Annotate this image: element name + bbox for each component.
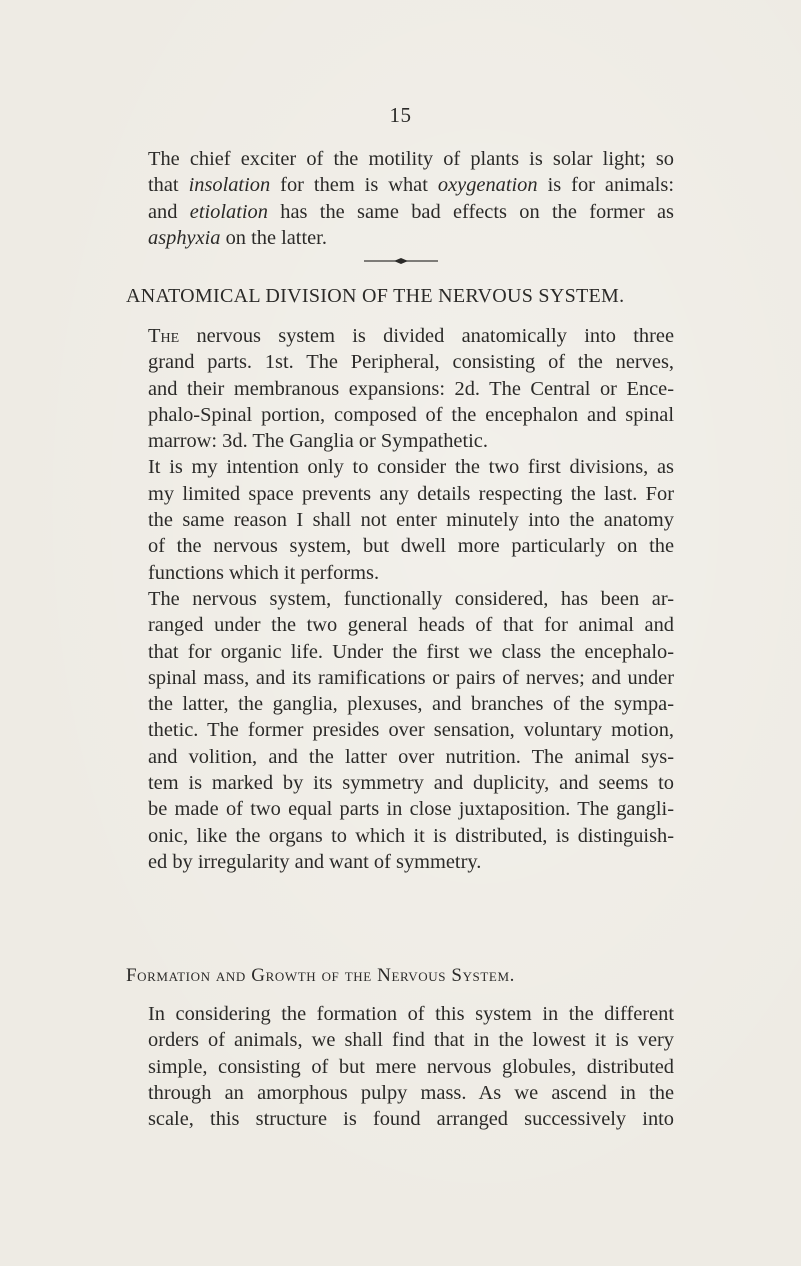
term-insolation: insolation bbox=[188, 174, 271, 197]
intro-line-2: that insolation for them is what oxygenation is for animals: bbox=[148, 174, 674, 197]
section1-paragraph-1: The nervous system is divided anatomically into three grand parts. 1st. The Peripheral, consisting of the nerves, and their membranous expansions: 2d. The Central or Ence- phalo-Spinal portion, composed of the encephalon and spinal marrow: 3d. The Ganglia or Sympathetic. bbox=[148, 325, 674, 453]
intro-paragraph bbox=[126, 146, 674, 251]
section-heading-formation-growth: Formation and Growth of the Nervous System. bbox=[126, 965, 515, 986]
section1-paragraph-2: It is my intention only to consider the two first divisions, as my limited space prevents any details respecting the last. For the same reason I shall not enter minutely into the anatomy of the nervous system, but dwell more particularly on the functions which it performs. bbox=[148, 456, 674, 584]
section-heading-anatomical-division: ANATOMICAL DIVISION OF THE NERVOUS SYSTEM. bbox=[126, 285, 625, 307]
section1-paragraph-3: The nervous system, functionally considered, has been ar- ranged under the two general heads of that for animal and that for organic life. Under the first we class the encephalo- spinal mass, and its ramifications or pairs of nerves; and under the latter, the ganglia, plexuses, and branches of the sympa- thetic. The former presides over sensation, voluntary motion, and volition, and the latter over nutrition. The animal sys- tem is marked by its symmetry and duplicity, and seems to be made of two equal parts in close juxtaposition. The gangli- onic, like the organs to which it is distributed, is distinguish- ed by irregularity and want of symmetry. bbox=[148, 587, 674, 873]
ornament-divider bbox=[364, 258, 438, 264]
section2-body bbox=[126, 1001, 674, 1132]
intro-line-1: The chief exciter of the motility of plants is solar light; so bbox=[148, 148, 674, 170]
term-oxygenation: oxygenation bbox=[437, 174, 538, 197]
intro-line-4: asphyxia on the latter. bbox=[148, 226, 327, 249]
term-etiolation: etiolation bbox=[189, 200, 268, 223]
page-number: 15 bbox=[389, 103, 412, 127]
term-asphyxia: asphyxia bbox=[148, 226, 221, 249]
intro-line-3: and etiolation has the same bad effects on the former as bbox=[148, 200, 674, 223]
section1-body bbox=[126, 323, 674, 875]
section2-paragraph-1: In considering the formation of this system in the different orders of animals, we shall find that in the lowest it is very simple, consisting of but mere nervous globules, distributed through an amorphous pulpy mass. As we ascend in the scale, this structure is found arranged successively into bbox=[148, 1003, 674, 1131]
